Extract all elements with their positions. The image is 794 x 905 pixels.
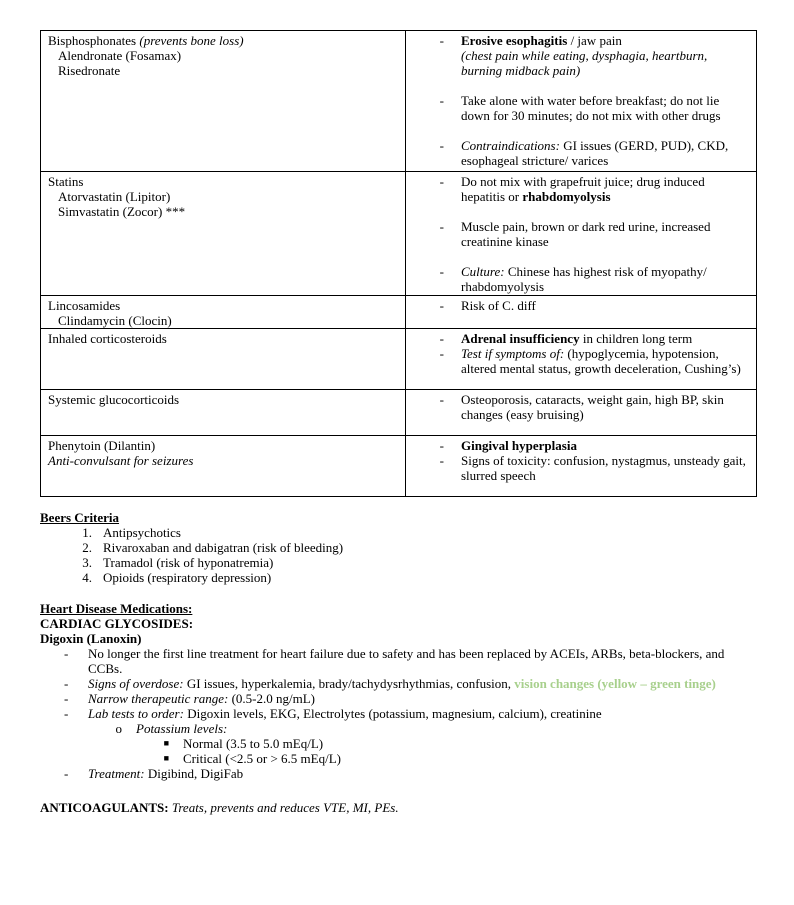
section-heading: Beers Criteria <box>40 510 120 525</box>
subsection-heading: CARDIAC GLYCOSIDES: <box>40 616 194 631</box>
highlighted-text: vision changes (yellow – green tinge) <box>514 676 716 691</box>
list-item: - Gingival hyperplasia <box>439 438 577 453</box>
list-item: - Narrow therapeutic range: (0.5-2.0 ng/mL) <box>64 691 315 706</box>
drug-class-cell <box>41 296 406 329</box>
drug-class-name: Inhaled corticosteroids <box>48 331 167 346</box>
drug-class-name: Systemic glucocorticoids <box>48 392 180 407</box>
list-item: - No longer the first line treatment for heart failure due to safety and has been replaced by ACEIs, ARBs, beta-blockers, and CCBs. <box>64 646 725 676</box>
drug-class-note: (prevents bone loss) <box>139 33 244 48</box>
heart-disease-section <box>40 601 760 781</box>
anticoagulants-line: ANTICOAGULANTS: Treats, prevents and reduces VTE, MI, PEs. <box>40 800 399 815</box>
drug-name: Risedronate <box>58 63 121 78</box>
drug-class-name: Lincosamides <box>48 298 121 313</box>
drug-class-name: Phenytoin (Dilantin) <box>48 438 156 453</box>
list-item: - Lab tests to order: Digoxin levels, EKG, Electrolytes (potassium, magnesium, calcium), creatinine <box>64 706 602 721</box>
notes-cell <box>406 329 757 390</box>
list-item: 4. Opioids (respiratory depression) <box>82 570 272 585</box>
drug-class-cell <box>41 172 406 296</box>
list-item: - Test if symptoms of: (hypoglycemia, hypotension, altered mental status, growth deceleration, Cushing’s) <box>439 346 741 376</box>
list-item: ■ Critical (<2.5 or > 6.5 mEq/L) <box>163 751 341 766</box>
list-item: - Take alone with water before breakfast; do not lie down for 30 minutes; do not mix with other drugs <box>439 93 721 123</box>
list-item: - Culture: Chinese has highest risk of myopathy/ rhabdomyolysis <box>439 264 707 294</box>
list-item: - Osteoporosis, cataracts, weight gain, high BP, skin changes (easy bruising) <box>439 392 724 422</box>
drug-heading: Digoxin (Lanoxin) <box>40 631 142 646</box>
table-row <box>41 296 757 329</box>
table-row <box>41 329 757 390</box>
table-row <box>41 31 757 172</box>
notes-cell <box>406 172 757 296</box>
drug-class-cell <box>41 436 406 497</box>
section-heading: Heart Disease Medications: <box>40 601 193 616</box>
drug-class-note: Anti-convulsant for seizures <box>48 453 194 468</box>
list-item: 1. Antipsychotics <box>82 525 181 540</box>
list-item: - Do not mix with grapefruit juice; drug induced hepatitis or rhabdomyolysis <box>439 174 705 204</box>
drug-class-name: Bisphosphonates <box>48 33 137 48</box>
drug-class-cell <box>41 329 406 390</box>
list-item: - Signs of overdose: GI issues, hyperkalemia, brady/tachydysrhythmias, confusion, vision changes (yellow – green tinge) <box>64 676 716 691</box>
list-item: 2. Rivaroxaban and dabigatran (risk of bleeding) <box>82 540 344 555</box>
medication-table <box>40 30 757 497</box>
drug-name: Alendronate (Fosamax) <box>58 48 182 63</box>
list-item: - Signs of toxicity: confusion, nystagmus, unsteady gait, slurred speech <box>439 453 746 483</box>
notes-cell <box>406 296 757 329</box>
drug-name: Clindamycin (Clocin) <box>58 313 172 328</box>
table-row <box>41 390 757 436</box>
beers-list <box>40 525 760 585</box>
notes-cell <box>406 436 757 497</box>
list-item: - Treatment: Digibind, DigiFab <box>64 766 244 781</box>
table-row <box>41 172 757 296</box>
notes-cell <box>406 390 757 436</box>
list-item: - Erosive esophagitis / jaw pain (chest pain while eating, dysphagia, heartburn, burning midback pain) <box>439 33 708 78</box>
list-item: - Risk of C. diff <box>439 298 536 313</box>
table-row <box>41 436 757 497</box>
drug-name: Simvastatin (Zocor) *** <box>58 204 186 219</box>
list-item: ■ Normal (3.5 to 5.0 mEq/L) <box>163 736 324 751</box>
list-item: - Adrenal insufficiency in children long term <box>439 331 693 346</box>
notes-cell <box>406 31 757 172</box>
drug-class-cell <box>41 390 406 436</box>
beers-criteria-section <box>40 510 760 585</box>
list-item: - Contraindications: GI issues (GERD, PUD), CKD, esophageal stricture/ varices <box>439 138 729 168</box>
list-item: o Potassium levels: <box>115 721 228 736</box>
drug-class-cell <box>41 31 406 172</box>
list-item: 3. Tramadol (risk of hyponatremia) <box>82 555 274 570</box>
drug-class-name: Statins <box>48 174 84 189</box>
list-item: - Muscle pain, brown or dark red urine, increased creatinine kinase <box>439 219 711 249</box>
drug-name: Atorvastatin (Lipitor) <box>58 189 171 204</box>
